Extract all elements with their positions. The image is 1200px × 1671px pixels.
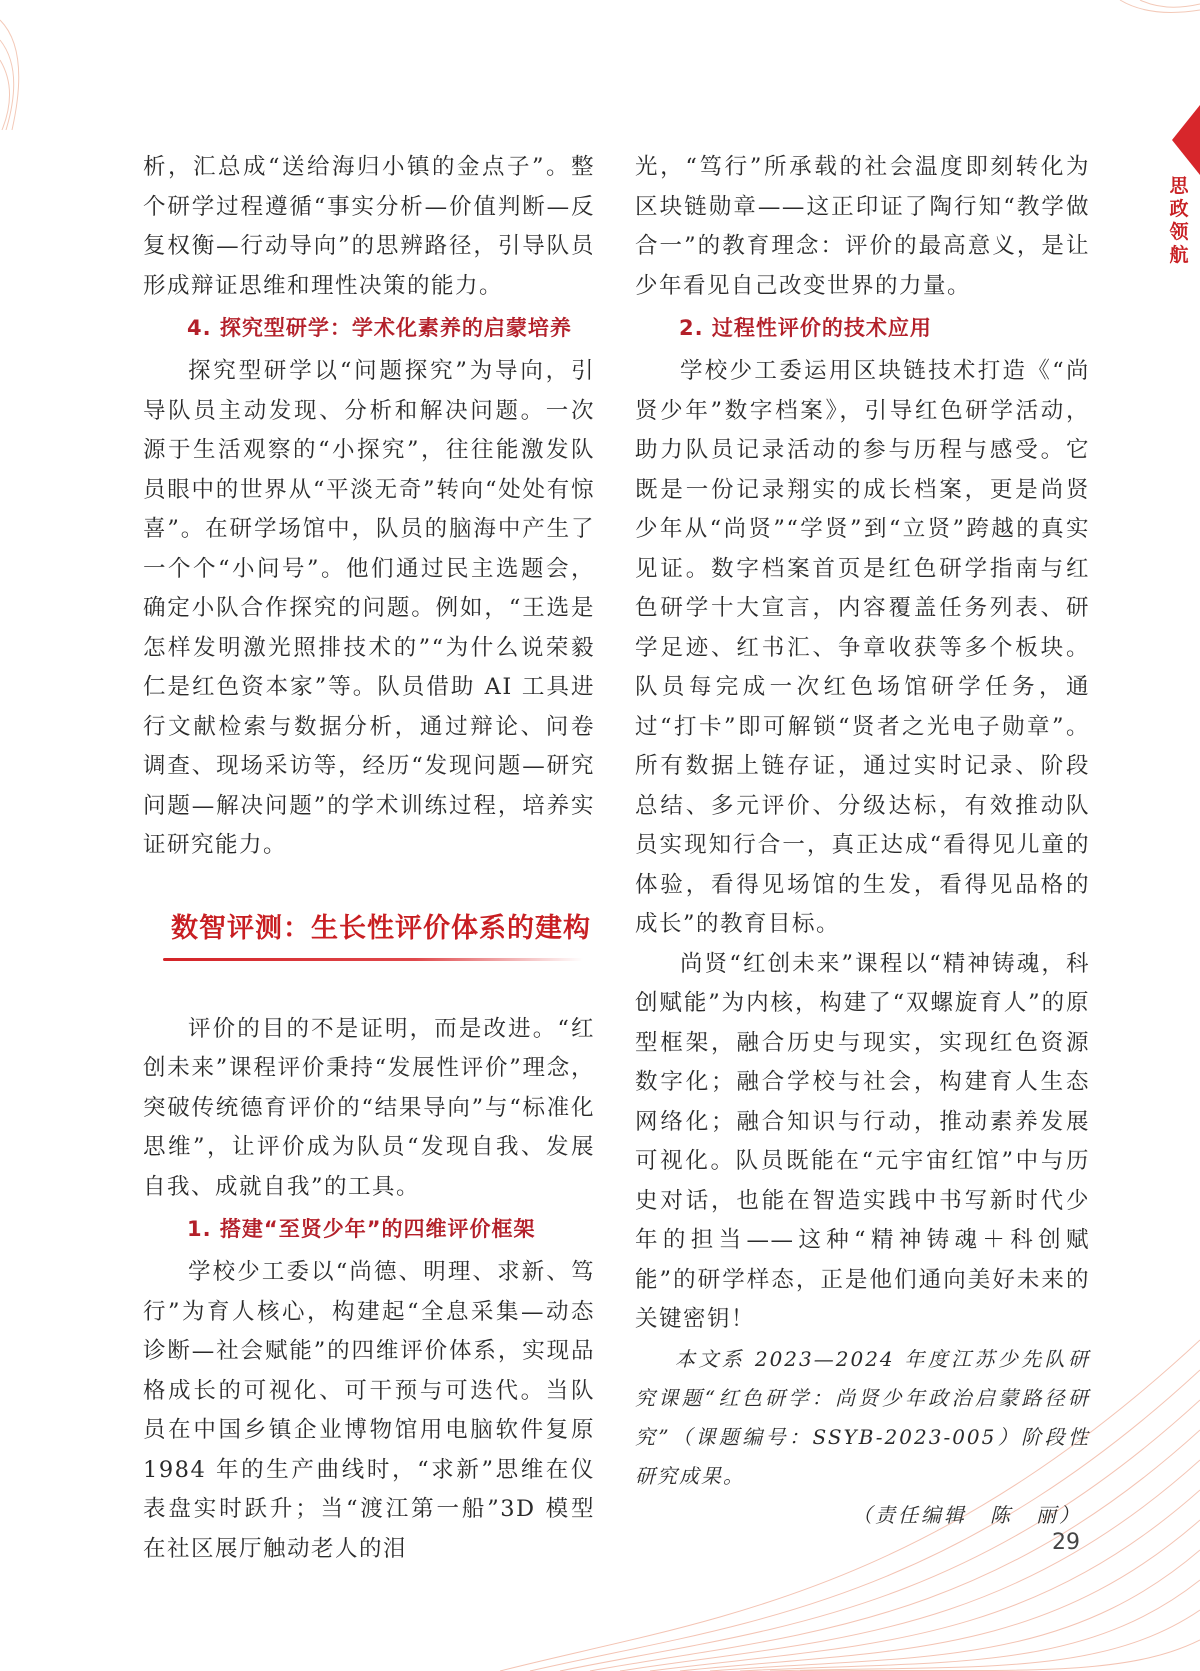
editor-credit: （责任编辑 陈 丽） [852, 1502, 1082, 1527]
subheading: 4. 探究型研学：学术化素养的启蒙培养 [187, 316, 572, 340]
paragraph: 光，“笃行”所承载的社会温度即刻转化为区块链勋章——这正印证了陶行知“教学做合一”的教育理念：评价的最高意义，是让少年看见自己改变世界的力量。 [635, 154, 1090, 299]
paragraph: 学校少工委以“尚德、明理、求新、笃行”为育人核心，构建起“全息采集—动态诊断—社会赋能”的四维评价体系，实现品格成长的可视化、可干预与可迭代。当队员在中国乡镇企业博物馆用电脑软件复原 1984 年的生产曲线时，“求新”思维在仪表盘实时跃升；当“渡江第一船”3D 模型在社区展厅触动老人的泪 [143, 1259, 595, 1562]
paragraph: 评价的目的不是证明，而是改进。“红创未来”课程评价秉持“发展性评价”理念，突破传统德育评价的“结果导向”与“标准化思维”，让评价成为队员“发现自我、发展自我、成就自我”的工具。 [143, 1015, 595, 1200]
side-tab-label: 思政领航 [1169, 175, 1189, 266]
right-column [635, 148, 1090, 1534]
subheading: 1. 搭建“至贤少年”的四维评价框架 [187, 1217, 536, 1241]
section-side-tab [1144, 105, 1200, 265]
section-title [143, 906, 595, 964]
left-column [143, 148, 595, 1569]
paragraph: 尚贤“红创未来”课程以“精神铸魂，科创赋能”为内核，构建了“双螺旋育人”的原型框架，融合历史与现实，实现红色资源数字化；融合学校与社会，构建育人生态网络化；融合知识与行动，推动素养发展可视化。队员既能在“元宇宙红馆”中与历史对话，也能在智造实践中书写新时代少年的担当——这种“精神铸魂＋科创赋能”的研学样态，正是他们通向美好未来的关键密钥！ [635, 950, 1090, 1332]
section-title-underline [163, 958, 583, 961]
subheading: 2. 过程性评价的技术应用 [679, 316, 932, 340]
paragraph: 析，汇总成“送给海归小镇的金点子”。整个研学过程遵循“事实分析—价值判断—反复权衡—行动导向”的思辨路径，引导队员形成辩证思维和理性决策的能力。 [143, 154, 595, 299]
paragraph: 学校少工委运用区块链技术打造《“尚贤少年”数字档案》，引导红色研学活动，助力队员记录活动的参与历程与感受。它既是一份记录翔实的成长档案，更是尚贤少年从“尚贤”“学贤”到“立贤”跨越的真实见证。数字档案首页是红色研学指南与红色研学十大宣言，内容覆盖任务列表、研学足迹、红书汇、争章收获等多个板块。队员每完成一次红色场馆研学任务，通过“打卡”即可解锁“贤者之光电子勋章”。所有数据上链存证，通过实时记录、阶段总结、多元评价、分级达标，有效推动队员实现知行合一，真正达成“看得见儿童的体验，看得见场馆的生发，看得见品格的成长”的教育目标。 [635, 358, 1090, 937]
corner-decoration-top-left [0, 0, 40, 130]
paragraph: 探究型研学以“问题探究”为导向，引导队员主动发现、分析和解决问题。一次源于生活观察的“小探究”，往往能激发队员眼中的世界从“平淡无奇”转向“处处有惊喜”。在研学场馆中，队员的脑海中产生了一个个“小问号”。他们通过民主选题会，确定小队合作探究的问题。例如，“王选是怎样发明激光照排技术的”“为什么说荣毅仁是红色资本家”等。队员借助 AI 工具进行文献检索与数据分析，通过辩论、问卷调查、现场采访等，经历“发现问题—研究问题—解决问题”的学术训练过程，培养实证研究能力。 [143, 358, 595, 858]
research-credit-note: 本文系 2023—2024 年度江苏少先队研究课题“红色研学：尚贤少年政治启蒙路径研究”（课题编号：SSYB-2023-005）阶段性研究成果。 [635, 1346, 1090, 1488]
corner-decoration-top-right [1110, 0, 1200, 20]
red-tab-marker [1172, 105, 1200, 175]
page-number: 29 [1052, 1530, 1080, 1555]
section-title-text: 数智评测：生长性评价体系的建构 [171, 912, 591, 944]
